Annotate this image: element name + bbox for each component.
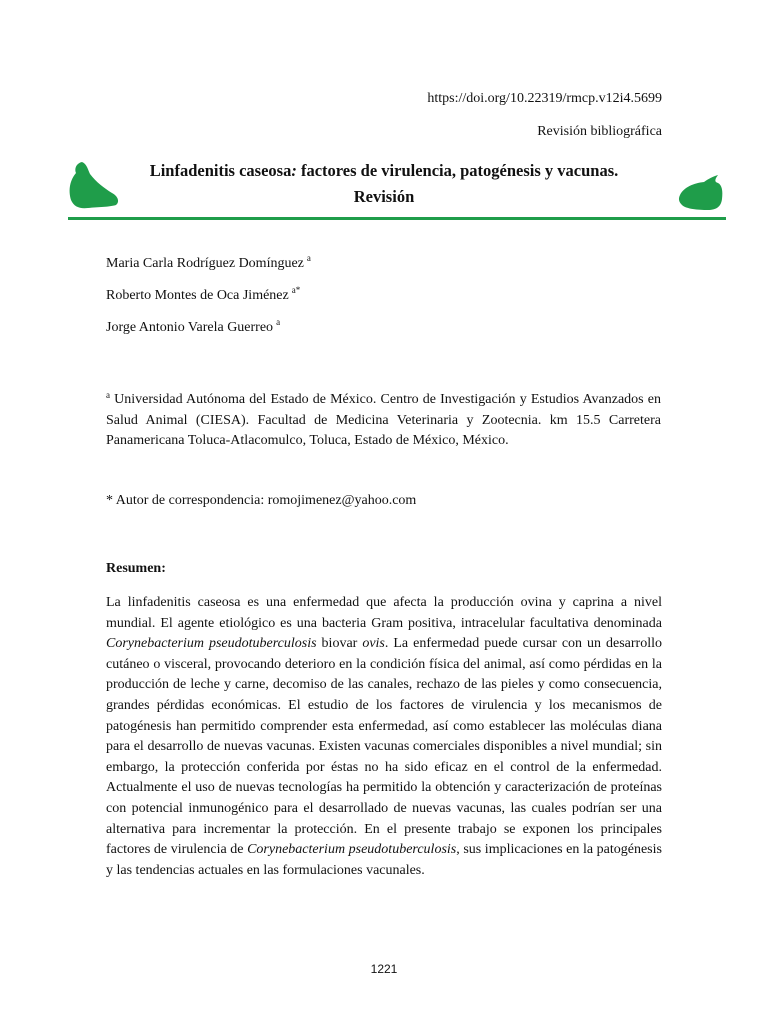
abstract-text: . La enfermedad puede cursar con un desarrollo cutáneo o visceral, provocando deterioro en la condición física del animal, así como pérdidas en la producción de leche y carne, decomiso de las canales, rechazo de las pieles y como consecuencia, grandes pérdidas económicas. El estudio de los factores de virulencia y los mecanismos de patogénesis han permitido comprender esta enfermedad, así como establecer las moléculas diana para el desarrollo de nuevas vacunas. Existen vacunas comerciales disponibles a nivel mundial; sin embargo, la protección conferida por éstas no ha sido eficaz en el control de la enfermedad. Actualmente el uso de nuevas tecnologías ha permitido la obtención y caracterización de proteínas con potencial inmunogénico para el desarrollado de nuevas vacunas, las cuales podrían ser una alternativa para incrementar la protección. En el presente trabajo se exponen los principales factores de virulencia de (106, 636, 663, 858)
author-2 (106, 285, 300, 304)
affiliation-mark: a (106, 390, 110, 400)
author-name: Maria Carla Rodríguez Domínguez (106, 256, 304, 271)
title-part1: Linfadenitis caseosa (149, 161, 292, 180)
document-type: Revisión bibliográfica (537, 124, 662, 139)
article-title (0, 158, 768, 210)
author-name: Roberto Montes de Oca Jiménez (106, 288, 289, 303)
organism-name: Corynebacterium pseudotuberculosis (106, 636, 317, 652)
biovar-name: ovis (362, 636, 385, 652)
title-line2: Revisión (353, 187, 415, 206)
doi-link[interactable]: https://doi.org/10.22319/rmcp.v12i4.5699 (427, 91, 662, 106)
abstract-text: , sus implicaciones en la patogénesis y las tendencias actuales en las formulaciones vacunales. (106, 842, 662, 878)
page-number: 1221 (370, 962, 398, 976)
author-1 (106, 253, 311, 272)
author-affiliation-mark: a (276, 317, 281, 327)
abstract-heading: Resumen: (106, 561, 166, 576)
abstract-body (106, 593, 662, 881)
abstract-text: biovar (316, 636, 363, 652)
author-affiliation-mark: a (306, 253, 311, 263)
organism-name: Corynebacterium pseudotuberculosis (247, 842, 457, 858)
author-name: Jorge Antonio Varela Guerreo (106, 320, 274, 335)
correspondence-note: * Autor de correspondencia: romojimenez@yahoo.com (106, 493, 417, 508)
author-3 (106, 317, 280, 336)
title-colon: : (291, 161, 297, 180)
title-part2: factores de virulencia, patogénesis y vacunas. (296, 161, 619, 180)
affiliation-text: Universidad Autónoma del Estado de México. Centro de Investigación y Estudios Avanzados en Salud Animal (CIESA). Facultad de Medicina Veterinaria y Zootecnia. km 15.5 Carretera Panamericana Toluca-Atlacomulco, Toluca, Estado de México, México. (106, 392, 661, 448)
abstract-text: La linfadenitis caseosa es una enfermedad que afecta la producción ovina y caprina a nivel mundial. El agente etiológico es una bacteria Gram positiva, intracelular facultativa denominada (106, 595, 662, 631)
affiliation (106, 385, 661, 452)
header-divider (68, 217, 726, 220)
author-affiliation-mark: a* (291, 285, 301, 295)
